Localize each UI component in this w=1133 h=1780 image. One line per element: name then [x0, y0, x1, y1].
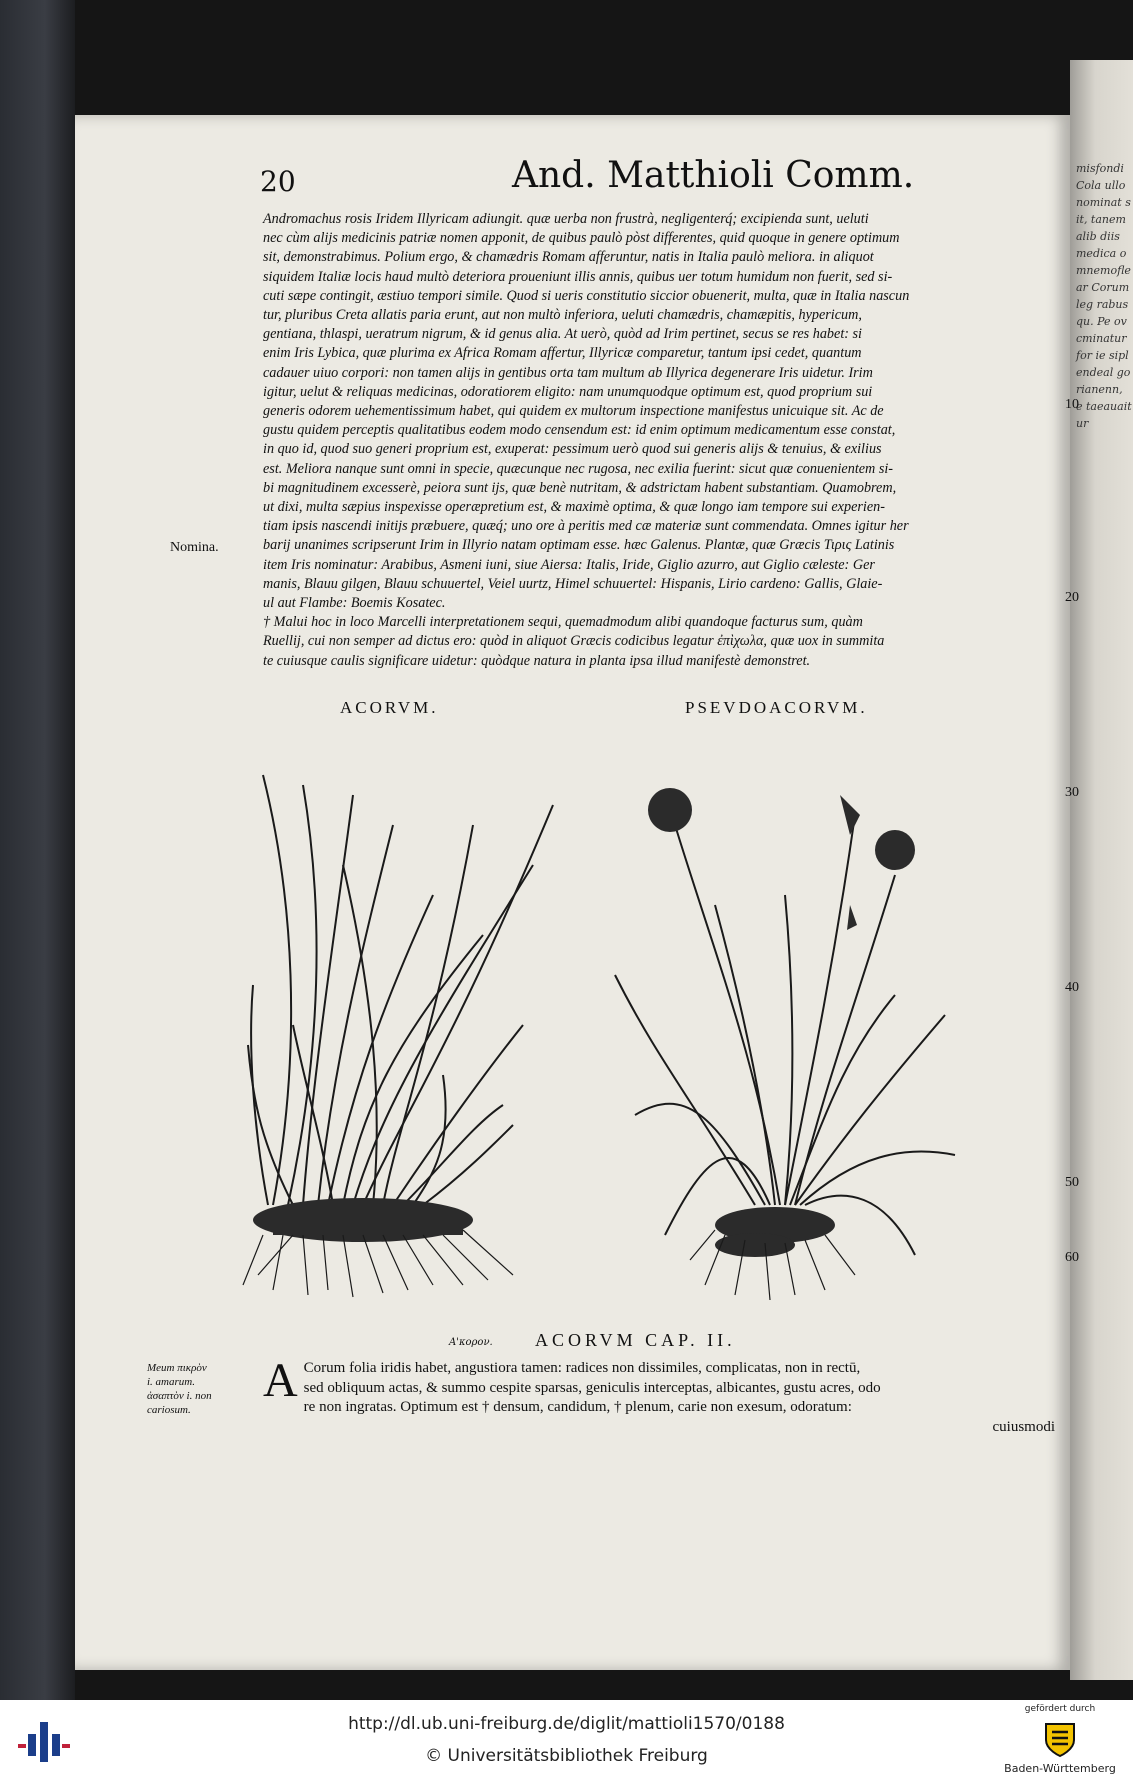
text-line: Ruellij, cui non semper ad dictus ero: quòd in aliquot Græcis codicibus legatur ἐπὶχωλα, quæ uox in summita — [263, 633, 885, 650]
text-line: † Malui hoc in loco Marcelli interpretationem sequi, quemadmodum alibi quandoque facturus sum, quàm — [263, 614, 863, 631]
facing-page-text: misfondi Cola ullo nominat sit, tanem alib diis medica omnemoflear Corumleg rabusqu. Pe ovcminatur for ie siplendeal gorianenn, e taeauaitur — [1076, 162, 1132, 430]
body-text — [263, 210, 1055, 671]
text-line: enim Iris Lybica, quæ plurima ex Africa Romam affertur, Illyricæ comparetur, tantum ipsi cedet, quantum — [263, 345, 862, 362]
text-line: in quo id, quod suo generi proprium est, exuperat: pessimum uerò quod sui generis alijs & tenuius, & exilius — [263, 441, 882, 458]
text-line: ul aut Flambe: Boemis Kosatec. — [263, 595, 446, 612]
text-line: sit, demonstrabimus. Polium ergo, & chamædris Romam afferuntur, natis in Italia paulò meliora. in aliquot — [263, 249, 874, 266]
margin-note-meum — [147, 1361, 257, 1417]
chapter-line: Corum folia iridis habet, angustiora tamen: radices non dissimiles, complicatas, non in rectū, — [303, 1360, 861, 1376]
caption-acorum: ACORVM. — [340, 698, 439, 717]
running-head: And. Matthioli Comm. — [512, 155, 915, 196]
text-line: bi magnitudinem excesserè, peiora sunt ijs, quæ benè nutritam, & adstrictam habent substantiam. Quamobrem, — [263, 479, 897, 496]
text-line: ut dixi, multa sæpius inspexisse operæpretium est, & maximè optima, & quæ longo iam tempore sui experien- — [263, 499, 885, 516]
facing-page-edge — [1070, 60, 1133, 1680]
dropcap: A — [263, 1354, 298, 1407]
margin-label-nomina: Nomina. — [170, 540, 219, 555]
line-number: 50 — [1065, 1175, 1079, 1190]
text-line: manis, Blauu gilgen, Blauu schuuertel, Veiel uurtz, Himel schuuertel: Hispanis, Lirio cardeno: Gallis, Glaie- — [263, 575, 883, 592]
text-line: barij unanimes scripserunt Irim in Illyrio natam optimam esse. hæc Galenus. Plantæ, quæ Græcis Τιρις Latinis — [263, 537, 895, 554]
viewer-footer — [0, 1700, 1133, 1780]
text-line: gentiana, thlaspi, ueratrum nigrum, & id genus alia. At uerò, quòd ad Irim pertinet, secus se res habet: si — [263, 326, 862, 343]
folio-number: 20 — [260, 165, 296, 198]
chapter-line: re non ingratas. Optimum est † densum, candidum, † plenum, carie non exesum, odoratum: — [303, 1399, 852, 1415]
text-line: cadauer uiuo corpori: non tamen alijs in gentibus orta tam multum ab Illyrica degenerare Iris uidetur. Irim — [263, 364, 873, 381]
line-number: 20 — [1065, 590, 1079, 605]
text-line: est. Meliora nanque sunt omni in specie, quæcunque nec rugosa, nec exilia fuerint: sicut quæ conuenientem si- — [263, 460, 894, 477]
catchword: cuiusmodi — [992, 1418, 1055, 1435]
state-crest-icon — [1042, 1720, 1078, 1758]
text-line: Andromachus rosis Iridem Illyricam adiungit. quæ uerba non frustrà, negligenterq́; excipienda sunt, ueluti — [263, 211, 869, 227]
chapter-title: ACORVM CAP. II. — [535, 1330, 736, 1350]
text-line: generis odorem uehementissimum habet, qui quidem ex multorum inspectione manifestus unicuique sit. Ac de — [263, 403, 884, 420]
text-line: gustu quidem perceptis qualitatibus eodem modo censendum est: id enim optimum medicamentum esse constat, — [263, 422, 896, 439]
text-line: cuti sæpe contingit, æstiuo tempori simile. Quod si ueris constitutio siccior obuenerit, multa, quæ in Italia nascun — [263, 287, 910, 304]
text-line: tiam ipsis nascendi initijs præbuere, quæq́; uno ore à peritis med cæ materiæ sunt commendata. Omnes igitur her — [263, 518, 909, 535]
line-number: 30 — [1065, 785, 1079, 800]
margin-note-line: ἀσαπτὸν i. non — [147, 1390, 212, 1402]
sponsor-block — [990, 1704, 1130, 1775]
book-page — [75, 115, 1079, 1670]
text-line: tur, pluribus Creta allatis paria erunt, aut non multò inferiora, ueluti chamædris, chamæpitis, hypericum, — [263, 307, 862, 324]
chapter-line: sed obliquum actas, & summo cespite sparsas, geniculis interceptas, albicantes, gustu acres, odo — [303, 1379, 881, 1396]
sponsor-label: gefördert durch — [1024, 1704, 1096, 1714]
line-number: 10 — [1065, 397, 1079, 412]
sponsor-name: Baden-Württemberg — [1004, 1762, 1116, 1775]
greek-plant-label: Α'κορον. — [449, 1337, 493, 1348]
book-binding — [0, 0, 75, 1700]
margin-note-line: i. amarum. — [147, 1376, 195, 1388]
text-line: siquidem Italiæ locis haud multò deteriora proueniunt illis annis, quibus uer totum humidum non fuerit, sed si- — [263, 268, 893, 285]
pseudoacorum-woodcut — [595, 755, 975, 1315]
line-number: 40 — [1065, 980, 1079, 995]
margin-note-line: cariosum. — [147, 1404, 191, 1416]
text-line: nec cùm alijs medicinis patriæ nomen apponit, de quibus paulò pòst differentes, quid quoque in genere optimum — [263, 230, 900, 247]
chapter-body — [263, 1354, 1055, 1437]
margin-note-line: Meum πικρὸν — [147, 1362, 207, 1374]
text-line: te cuiusque caulis significare uidetur: quòdque natura in planta ipsa illud manifestè demonstret. — [263, 652, 811, 669]
acorum-woodcut — [233, 745, 583, 1305]
text-line: igitur, uelut & reliquas medicinas, odoratiorem eligito: nam unumquodque optimum est, quod proprium sui — [263, 383, 873, 400]
text-line: item Iris nominatur: Arabibus, Asmeni iuni, siue Aiersa: Italis, Iride, Giglio azurro, aut Giglio cæleste: Ger — [263, 556, 875, 573]
caption-pseudoacorum: PSEVDOACORVM. — [685, 698, 868, 717]
copyright-notice: © Universitätsbibliothek Freiburg — [425, 1746, 708, 1766]
document-url[interactable]: http://dl.ub.uni-freiburg.de/diglit/mattioli1570/0188 — [348, 1714, 785, 1734]
line-number: 60 — [1065, 1250, 1079, 1265]
